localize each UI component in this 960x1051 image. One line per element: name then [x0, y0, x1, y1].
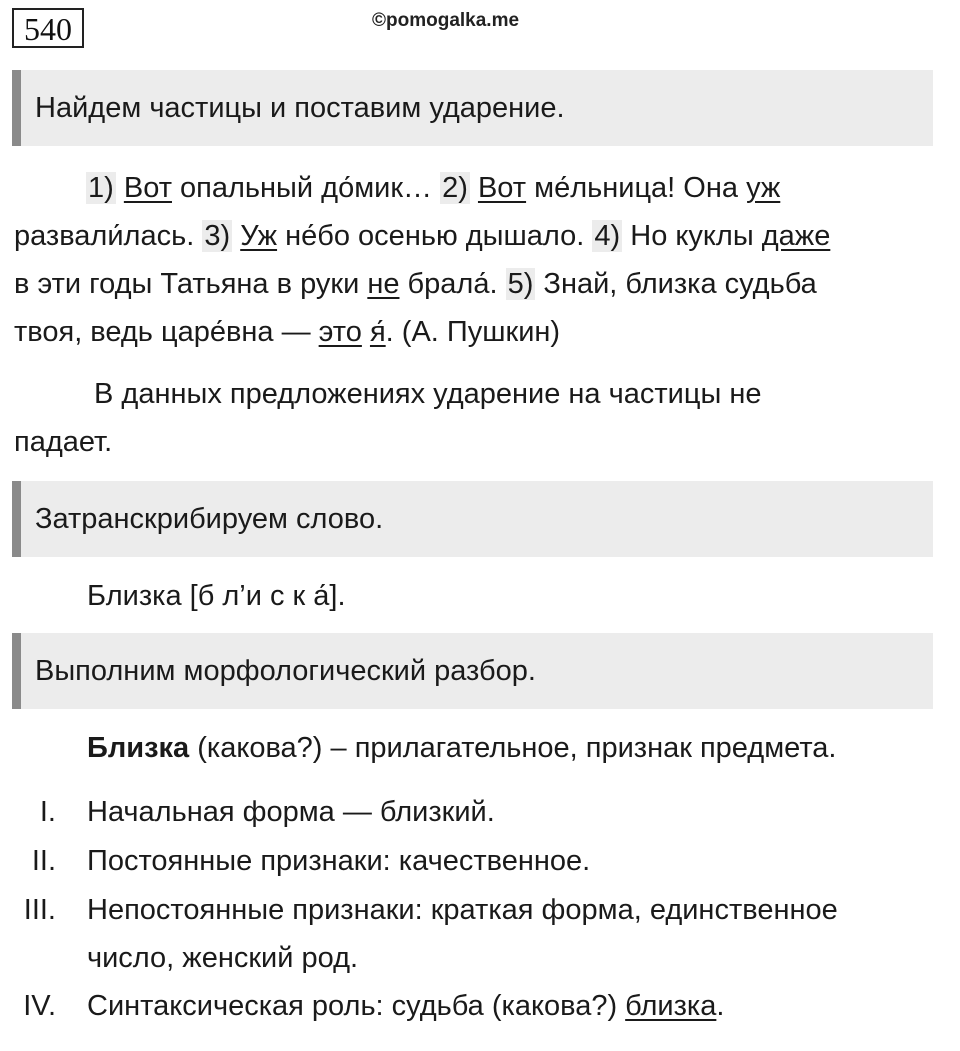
section-heading-morphology: Выполним морфологический разбор. — [12, 633, 933, 709]
section-heading-transcription: Затранскрибируем слово. — [12, 481, 933, 557]
particle: я́ — [369, 316, 386, 348]
sentences-line-4 — [14, 308, 939, 356]
sentence-text: опальный до́мик… — [171, 172, 441, 204]
list-marker: I. — [39, 796, 56, 828]
particle: Вот — [123, 172, 172, 204]
sentence-text: развали́лась. — [14, 220, 203, 252]
note-line-1: В данных предложениях ударение на частицы не — [94, 378, 762, 410]
particle: Уж — [240, 220, 278, 252]
sentence-number: 5) — [507, 268, 534, 300]
particle: даже — [761, 220, 831, 252]
list-text — [87, 982, 947, 1030]
sentence-text: в эти годы Татьяна в руки — [14, 268, 368, 300]
sentences-line-1 — [14, 164, 939, 212]
section-heading-particles: Найдем частицы и поставим ударение. — [12, 70, 933, 146]
particle: не — [367, 268, 400, 300]
predicate-word: близка — [625, 990, 717, 1022]
sentence-number: 2) — [442, 172, 468, 204]
list-text-line-1: Непостоянные признаки: краткая форма, единственное — [87, 894, 838, 926]
list-marker: IV. — [23, 990, 56, 1022]
sentence-text: . (А. Пушкин) — [385, 316, 561, 348]
list-text: Начальная форма — близкий. — [87, 796, 495, 828]
list-marker: II. — [31, 845, 56, 877]
morph-intro — [87, 724, 947, 772]
sentence-text — [362, 316, 370, 348]
note-paragraph — [14, 370, 939, 466]
sentence-text: Но куклы — [622, 220, 762, 252]
sentence-text: не́бо осенью дышало. — [277, 220, 593, 252]
particle: уж — [746, 172, 781, 204]
site-watermark: ©pomogalka.me — [372, 10, 520, 31]
list-marker: III. — [23, 894, 56, 926]
list-text-part: . — [716, 990, 725, 1022]
particle: это — [318, 316, 362, 348]
transcription-line: Близка [б л’и с к а́]. — [87, 580, 346, 612]
list-text-part: Синтаксическая роль: судьба (какова?) — [87, 990, 626, 1022]
particle: Вот — [477, 172, 527, 204]
sentences-line-3 — [14, 260, 939, 308]
morph-intro-text: (какова?) – прилагательное, признак предмета. — [189, 732, 837, 764]
task-number: 540 — [12, 8, 84, 48]
note-line-2: падает. — [14, 426, 113, 458]
sentence-number: 1) — [88, 172, 114, 204]
list-text: Постоянные признаки: качественное. — [87, 845, 591, 877]
list-text-line-2: число, женский род. — [87, 942, 359, 974]
list-text — [87, 886, 947, 982]
sentence-text: брала́. — [399, 268, 506, 300]
sentences-paragraph — [14, 164, 939, 356]
analyzed-word: Близка — [87, 732, 190, 764]
sentences-line-2 — [14, 212, 939, 260]
sentence-number: 4) — [594, 220, 621, 252]
sentence-text: твоя, ведь царе́вна — — [14, 316, 319, 348]
sentence-text: ме́льница! Она — [526, 172, 747, 204]
sentence-number: 3) — [204, 220, 231, 252]
sentence-text: Знай, близка судьба — [535, 268, 817, 300]
